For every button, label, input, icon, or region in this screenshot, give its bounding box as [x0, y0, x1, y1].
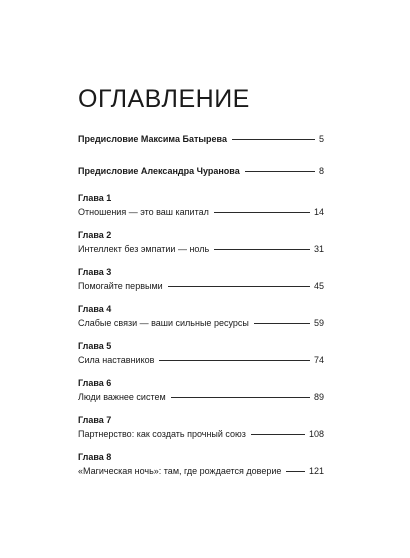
toc-chapter-6 — [78, 376, 324, 404]
toc-entry-label: Предисловие Максима Батырева — [78, 134, 227, 144]
dot-leader — [232, 139, 315, 140]
toc-chapter-8 — [78, 450, 324, 478]
chapter-heading: Глава 6 — [78, 378, 112, 388]
chapter-heading: Глава 8 — [78, 452, 112, 462]
toc-entry — [78, 205, 324, 219]
toc-entry-label: Люди важнее систем — [78, 392, 166, 402]
dot-leader — [286, 471, 305, 472]
toc-entry — [78, 464, 324, 478]
chapter-heading: Глава 2 — [78, 230, 112, 240]
dot-leader — [251, 434, 305, 435]
chapter-heading: Глава 1 — [78, 193, 112, 203]
toc-page-number: 59 — [313, 318, 324, 328]
table-of-contents — [78, 132, 324, 478]
dot-leader — [245, 171, 315, 172]
toc-page-number: 108 — [308, 429, 324, 439]
toc-entry — [78, 279, 324, 293]
page-title: ОГЛАВЛЕНИЕ — [78, 85, 250, 113]
toc-entry-label: Партнерство: как создать прочный союз — [78, 429, 246, 439]
toc-chapter-1 — [78, 191, 324, 219]
dot-leader — [214, 212, 310, 213]
dot-leader — [159, 360, 310, 361]
dot-leader — [214, 249, 310, 250]
toc-chapter-5 — [78, 339, 324, 367]
toc-entry — [78, 316, 324, 330]
toc-entry-label: Предисловие Александра Чуранова — [78, 166, 240, 176]
toc-page-number: 45 — [313, 281, 324, 291]
toc-entry — [78, 427, 324, 441]
toc-page-number: 121 — [308, 466, 324, 476]
toc-page-number: 74 — [313, 355, 324, 365]
toc-page-number: 31 — [313, 244, 324, 254]
toc-chapter-4 — [78, 302, 324, 330]
toc-page-number: 14 — [313, 207, 324, 217]
toc-entry — [78, 390, 324, 404]
chapter-heading: Глава 3 — [78, 267, 112, 277]
chapter-heading: Глава 4 — [78, 304, 112, 314]
toc-entry-preface-2 — [78, 164, 324, 178]
toc-chapter-2 — [78, 228, 324, 256]
toc-entry-label: Помогайте первыми — [78, 281, 163, 291]
toc-entry-preface-1 — [78, 132, 324, 146]
toc-entry-label: Сила наставников — [78, 355, 155, 365]
dot-leader — [171, 397, 310, 398]
dot-leader — [254, 323, 310, 324]
toc-chapter-7 — [78, 413, 324, 441]
toc-entry-label: Слабые связи — ваши сильные ресурсы — [78, 318, 249, 328]
toc-entry — [78, 353, 324, 367]
toc-chapter-3 — [78, 265, 324, 293]
toc-page-number: 89 — [313, 392, 324, 402]
toc-page-number: 5 — [318, 134, 324, 144]
chapter-heading: Глава 5 — [78, 341, 112, 351]
toc-page-number: 8 — [318, 166, 324, 176]
toc-entry-label: Интеллект без эмпатии — ноль — [78, 244, 210, 254]
dot-leader — [168, 286, 310, 287]
toc-entry-label: Отношения — это ваш капитал — [78, 207, 209, 217]
chapter-heading: Глава 7 — [78, 415, 112, 425]
toc-entry — [78, 242, 324, 256]
toc-entry-label: «Магическая ночь»: там, где рождается доверие — [78, 466, 282, 476]
